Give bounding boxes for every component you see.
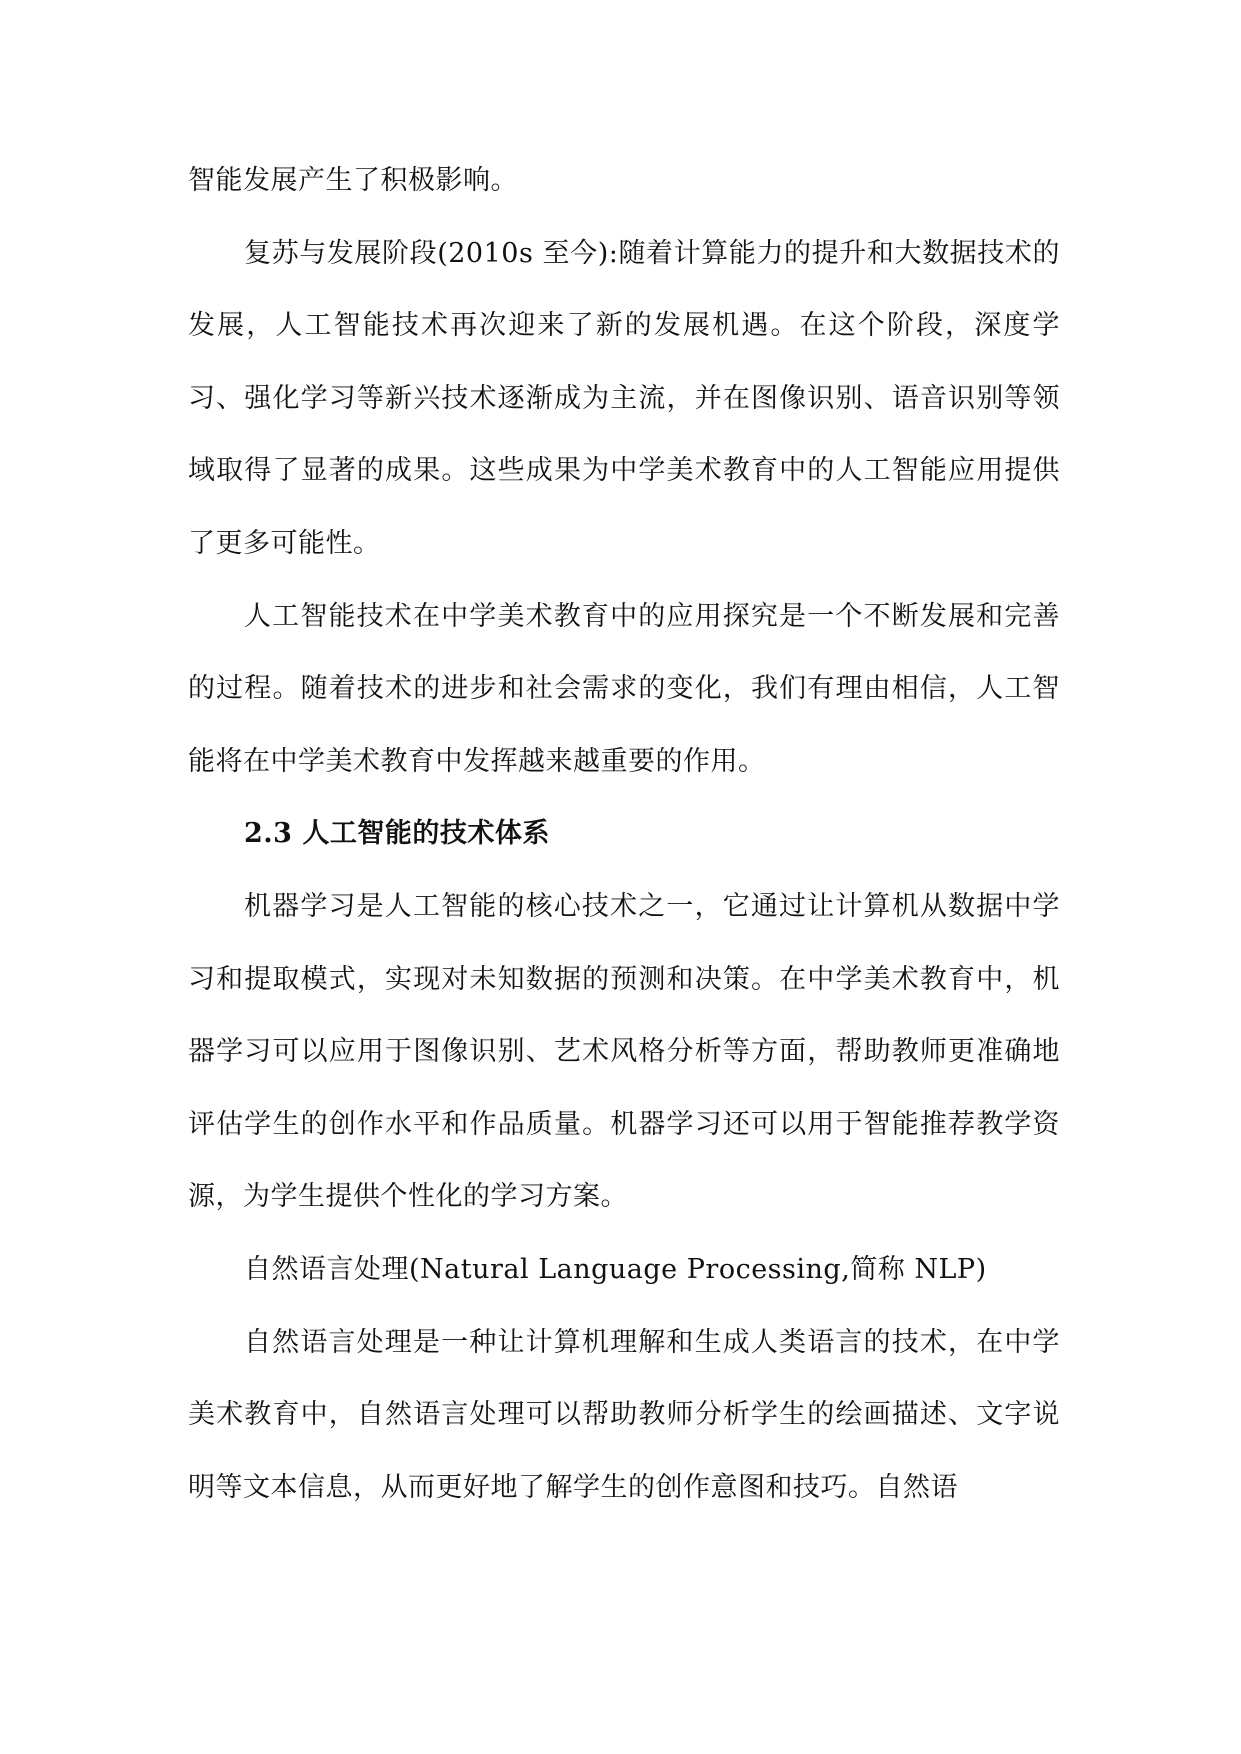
paragraph-machine-learning: 机器学习是人工智能的核心技术之一，它通过让计算机从数据中学习和提取模式，实现对未知数据的预测和决策。在中学美术教育中，机器学习可以应用于图像识别、艺术风格分析等方面，帮助教师更准确地评估学生的创作水平和作品质量。机器学习还可以用于智能推荐教学资源，为学生提供个性化的学习方案。: [188, 890, 1060, 1213]
paragraph-nlp-title: 自然语言处理(Natural Language Processing,简称 NLP): [244, 1253, 987, 1285]
paragraph-nlp: 自然语言处理是一种让计算机理解和生成人类语言的技术，在中学美术教育中，自然语言处理可以帮助教师分析学生的绘画描述、文字说明等文本信息，从而更好地了解学生的创作意图和技巧。自然语: [188, 1326, 1060, 1503]
paragraph-revival-stage: 复苏与发展阶段(2010s 至今):随着计算能力的提升和大数据技术的发展，人工智能技术再次迎来了新的发展机遇。在这个阶段，深度学习、强化学习等新兴技术逐渐成为主流，并在图像识别、语音识别等领域取得了显著的成果。这些成果为中学美术教育中的人工智能应用提供了更多可能性。: [188, 237, 1060, 559]
paragraph-continuation: 智能发展产生了积极影响。: [188, 165, 518, 196]
paragraph-ai-art-education: 人工智能技术在中学美术教育中的应用探究是一个不断发展和完善的过程。随着技术的进步和社会需求的变化，我们有理由相信，人工智能将在中学美术教育中发挥越来越重要的作用。: [188, 600, 1060, 777]
document-body: [188, 145, 1060, 1524]
section-heading: 2.3 人工智能的技术体系: [244, 818, 550, 850]
